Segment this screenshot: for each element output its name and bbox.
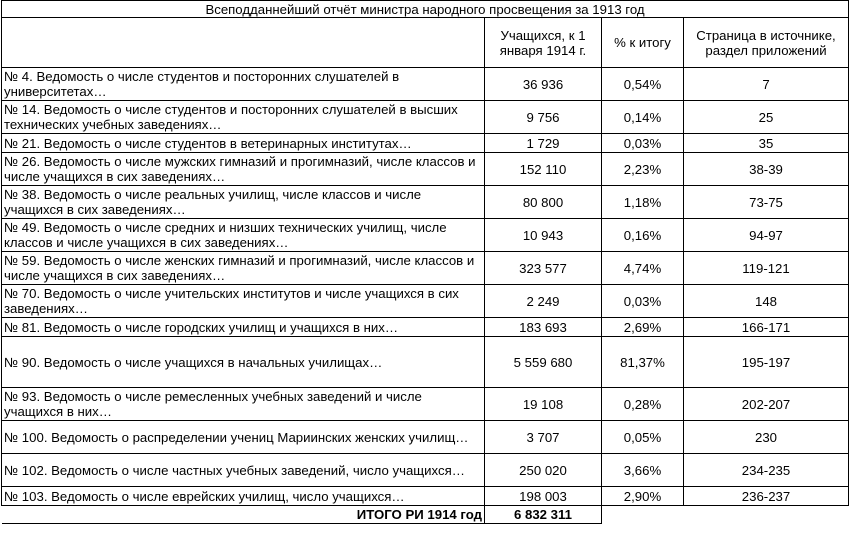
row-page: 94-97 bbox=[684, 219, 849, 252]
row-name: № 59. Ведомость о числе женских гимназий и прогимназий, числе классов и числе учащихся в сих заведениях… bbox=[2, 252, 485, 285]
table-row bbox=[2, 252, 849, 285]
row-name: № 14. Ведомость о числе студентов и посторонних слушателей в высших технических учебных заведениях… bbox=[2, 101, 485, 134]
row-percent: 0,16% bbox=[602, 219, 684, 252]
row-page: 195-197 bbox=[684, 337, 849, 388]
row-page: 7 bbox=[684, 68, 849, 101]
row-percent: 0,03% bbox=[602, 285, 684, 318]
row-page: 166-171 bbox=[684, 318, 849, 337]
row-percent: 0,54% bbox=[602, 68, 684, 101]
row-name: № 21. Ведомость о числе студентов в ветеринарных институтах… bbox=[2, 134, 485, 153]
header-students: Учащихся, к 1 января 1914 г. bbox=[485, 18, 602, 68]
row-students: 19 108 bbox=[485, 388, 602, 421]
row-percent: 0,03% bbox=[602, 134, 684, 153]
table-row bbox=[2, 101, 849, 134]
row-page: 25 bbox=[684, 101, 849, 134]
total-blank-page bbox=[684, 506, 849, 524]
row-students: 250 020 bbox=[485, 454, 602, 487]
row-percent: 2,69% bbox=[602, 318, 684, 337]
total-label: ИТОГО РИ 1914 год bbox=[2, 506, 485, 524]
report-table bbox=[1, 0, 849, 524]
table-row bbox=[2, 454, 849, 487]
row-page: 230 bbox=[684, 421, 849, 454]
row-percent: 1,18% bbox=[602, 186, 684, 219]
row-name: № 49. Ведомость о числе средних и низших технических училищ, числе классов и числе учащихся в сих заведениях… bbox=[2, 219, 485, 252]
table-row bbox=[2, 153, 849, 186]
table-row bbox=[2, 186, 849, 219]
row-students: 183 693 bbox=[485, 318, 602, 337]
row-page: 38-39 bbox=[684, 153, 849, 186]
table-row bbox=[2, 337, 849, 388]
row-percent: 81,37% bbox=[602, 337, 684, 388]
row-name: № 38. Ведомость о числе реальных училищ, числе классов и числе учащихся в сих заведениях… bbox=[2, 186, 485, 219]
row-students: 36 936 bbox=[485, 68, 602, 101]
row-name: № 100. Ведомость о распределении учениц Мариинских женских училищ… bbox=[2, 421, 485, 454]
row-students: 10 943 bbox=[485, 219, 602, 252]
table-row bbox=[2, 134, 849, 153]
table-row bbox=[2, 219, 849, 252]
table-row bbox=[2, 388, 849, 421]
table-row bbox=[2, 421, 849, 454]
row-name: № 93. Ведомость о числе ремесленных учебных заведений и числе учащихся в них… bbox=[2, 388, 485, 421]
header-page: Страница в источнике, раздел приложений bbox=[684, 18, 849, 68]
table-row bbox=[2, 68, 849, 101]
row-name: № 103. Ведомость о числе еврейских училищ, число учащихся… bbox=[2, 487, 485, 506]
row-page: 202-207 bbox=[684, 388, 849, 421]
row-name: № 102. Ведомость о числе частных учебных заведений, число учащихся… bbox=[2, 454, 485, 487]
row-students: 3 707 bbox=[485, 421, 602, 454]
row-name: № 70. Ведомость о числе учительских институтов и числе учащихся в сих заведениях… bbox=[2, 285, 485, 318]
row-page: 234-235 bbox=[684, 454, 849, 487]
row-students: 80 800 bbox=[485, 186, 602, 219]
row-percent: 0,14% bbox=[602, 101, 684, 134]
row-name: № 4. Ведомость о числе студентов и посторонних слушателей в университетах… bbox=[2, 68, 485, 101]
table-row bbox=[2, 487, 849, 506]
row-students: 152 110 bbox=[485, 153, 602, 186]
row-students: 2 249 bbox=[485, 285, 602, 318]
title-row bbox=[2, 1, 849, 18]
table-row bbox=[2, 285, 849, 318]
row-name: № 26. Ведомость о числе мужских гимназий и прогимназий, числе классов и числе учащихся в сих заведениях… bbox=[2, 153, 485, 186]
total-students: 6 832 311 bbox=[485, 506, 602, 524]
table-title: Всеподданнейший отчёт министра народного просвещения за 1913 год bbox=[2, 1, 849, 18]
row-page: 119-121 bbox=[684, 252, 849, 285]
total-blank-percent bbox=[602, 506, 684, 524]
row-percent: 3,66% bbox=[602, 454, 684, 487]
row-page: 148 bbox=[684, 285, 849, 318]
row-percent: 0,28% bbox=[602, 388, 684, 421]
row-percent: 2,23% bbox=[602, 153, 684, 186]
header-name bbox=[2, 18, 485, 68]
row-students: 5 559 680 bbox=[485, 337, 602, 388]
row-students: 198 003 bbox=[485, 487, 602, 506]
table-row bbox=[2, 318, 849, 337]
row-percent: 2,90% bbox=[602, 487, 684, 506]
row-page: 236-237 bbox=[684, 487, 849, 506]
row-students: 323 577 bbox=[485, 252, 602, 285]
row-name: № 90. Ведомость о числе учащихся в начальных училищах… bbox=[2, 337, 485, 388]
row-students: 1 729 bbox=[485, 134, 602, 153]
total-row bbox=[2, 506, 849, 524]
row-students: 9 756 bbox=[485, 101, 602, 134]
row-percent: 4,74% bbox=[602, 252, 684, 285]
header-percent: % к итогу bbox=[602, 18, 684, 68]
row-page: 73-75 bbox=[684, 186, 849, 219]
row-name: № 81. Ведомость о числе городских училищ и учащихся в них… bbox=[2, 318, 485, 337]
row-page: 35 bbox=[684, 134, 849, 153]
header-row bbox=[2, 18, 849, 68]
row-percent: 0,05% bbox=[602, 421, 684, 454]
